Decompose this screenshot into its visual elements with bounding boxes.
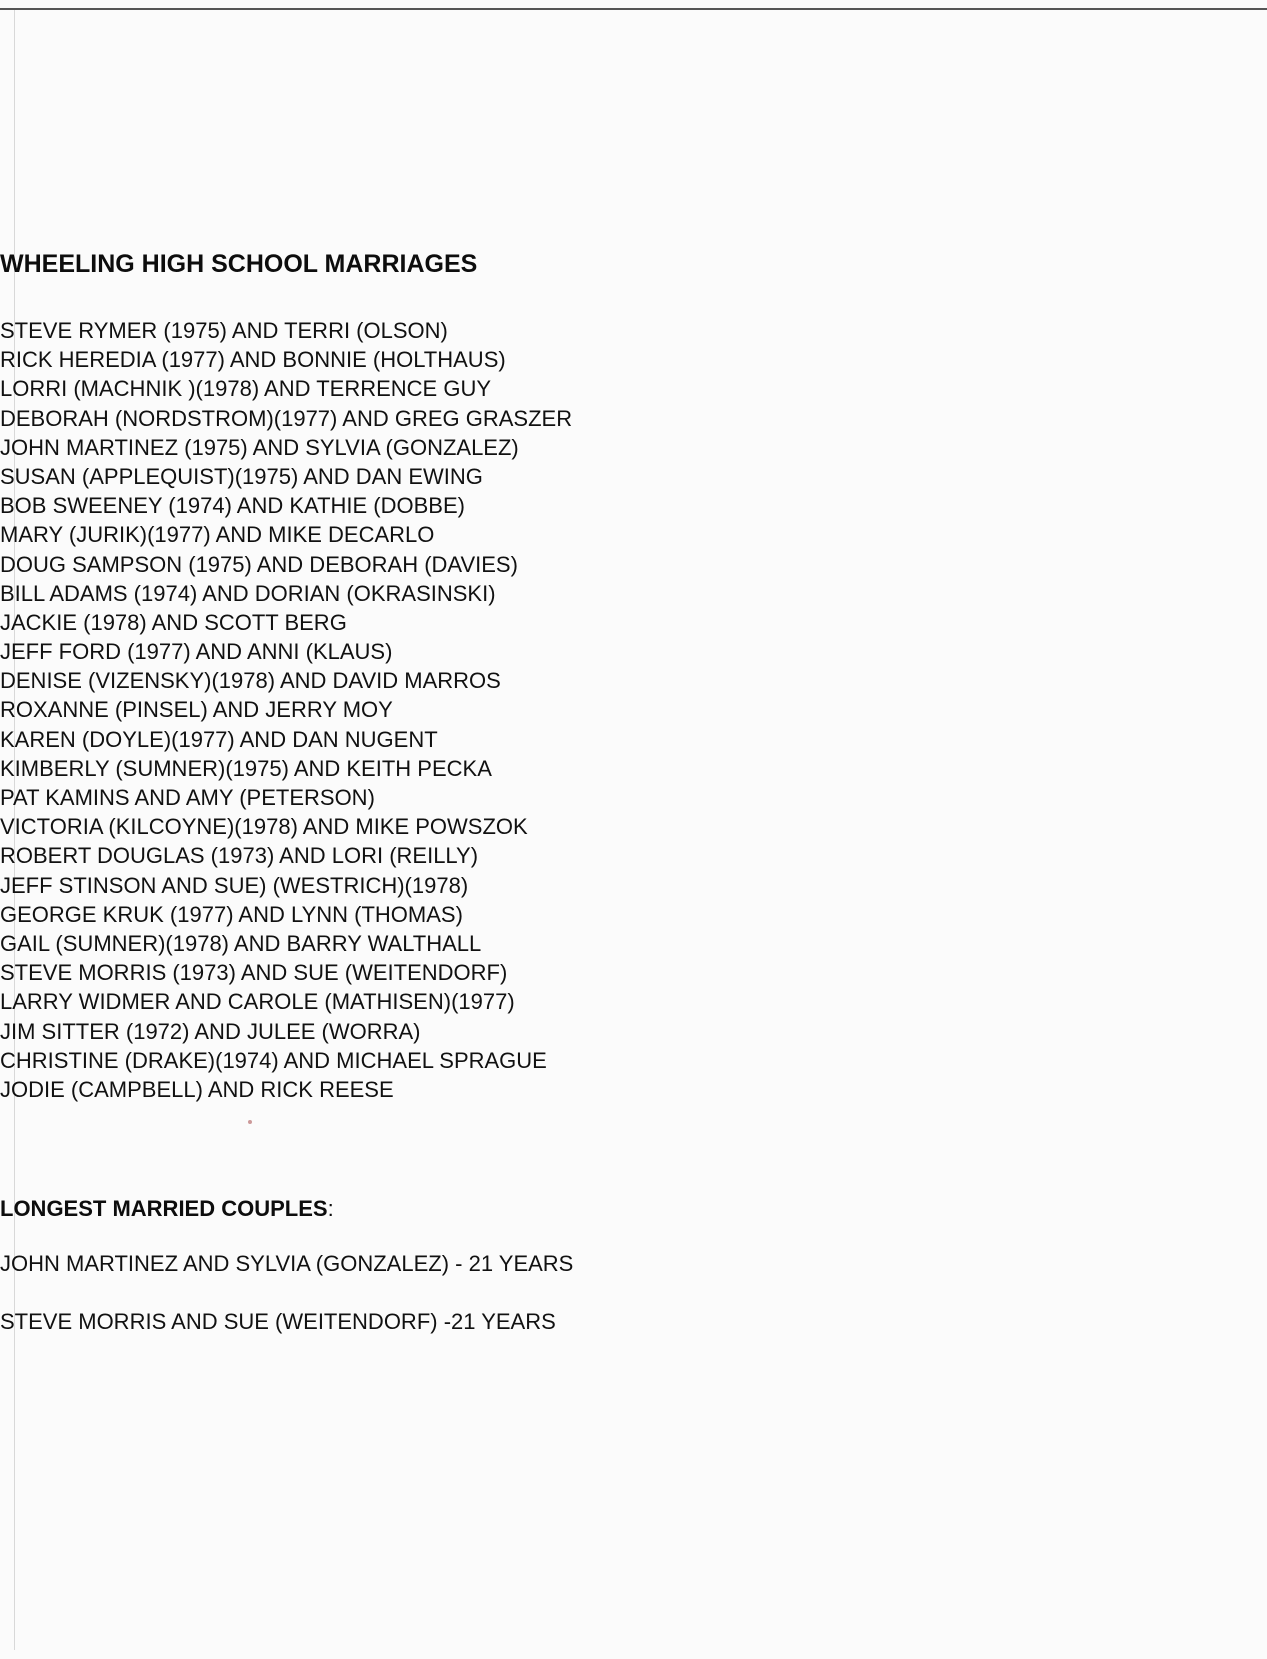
longest-married-heading-text: LONGEST MARRIED COUPLES (0, 1196, 328, 1221)
longest-married-entry: STEVE MORRIS AND SUE (WEITENDORF) -21 YEARS (0, 1309, 556, 1334)
marriage-entry: VICTORIA (KILCOYNE)(1978) AND MIKE POWSZOK (0, 814, 528, 840)
marriage-entry: SUSAN (APPLEQUIST)(1975) AND DAN EWING (0, 463, 483, 489)
marriage-entry: JACKIE (1978) AND SCOTT BERG (0, 609, 347, 635)
marriage-entry: JEFF STINSON AND SUE) (WESTRICH)(1978) (0, 872, 469, 898)
marriage-entry: DOUG SAMPSON (1975) AND DEBORAH (DAVIES) (0, 551, 518, 577)
marriage-entry: JOHN MARTINEZ (1975) AND SYLVIA (GONZALEZ) (0, 434, 519, 460)
marriage-list (0, 316, 1267, 1104)
marriage-entry: STEVE RYMER (1975) AND TERRI (OLSON) (0, 318, 448, 343)
marriage-entry: KAREN (DOYLE)(1977) AND DAN NUGENT (0, 726, 438, 752)
document-title: WHEELING HIGH SCHOOL MARRIAGES (0, 250, 478, 278)
longest-married-entry: JOHN MARTINEZ AND SYLVIA (GONZALEZ) - 21 YEARS (0, 1251, 574, 1276)
marriage-entry: BILL ADAMS (1974) AND DORIAN (OKRASINSKI) (0, 580, 496, 606)
longest-married-heading (0, 1196, 1267, 1222)
marriage-entry: DEBORAH (NORDSTROM)(1977) AND GREG GRASZER (0, 405, 573, 431)
marriage-entry: ROBERT DOUGLAS (1973) AND LORI (REILLY) (0, 843, 479, 869)
marriage-entry: JEFF FORD (1977) AND ANNI (KLAUS) (0, 639, 393, 665)
marriage-entry: JODIE (CAMPBELL) AND RICK REESE (0, 1076, 394, 1102)
marriage-entry: PAT KAMINS AND AMY (PETERSON) (0, 785, 375, 810)
marriage-entry: GAIL (SUMNER)(1978) AND BARRY WALTHALL (0, 930, 482, 956)
marriage-entry: MARY (JURIK)(1977) AND MIKE DECARLO (0, 522, 435, 548)
marriage-entry: JIM SITTER (1972) AND JULEE (WORRA) (0, 1018, 421, 1044)
marriage-entry: ROXANNE (PINSEL) AND JERRY MOY (0, 697, 393, 723)
page-top-edge (0, 8, 1267, 10)
marriage-entry: LARRY WIDMER AND CAROLE (MATHISEN)(1977) (0, 989, 515, 1015)
marriage-entry: KIMBERLY (SUMNER)(1975) AND KEITH PECKA (0, 755, 492, 781)
marriage-entry: DENISE (VIZENSKY)(1978) AND DAVID MARROS (0, 668, 501, 694)
marriage-entry: RICK HEREDIA (1977) AND BONNIE (HOLTHAUS) (0, 347, 506, 373)
marriage-entry: GEORGE KRUK (1977) AND LYNN (THOMAS) (0, 901, 463, 927)
marriage-entry: CHRISTINE (DRAKE)(1974) AND MICHAEL SPRAGUE (0, 1047, 547, 1073)
longest-married-heading-colon: : (327, 1196, 334, 1221)
marriage-entry: BOB SWEENEY (1974) AND KATHIE (DOBBE) (0, 493, 465, 519)
marriage-entry: STEVE MORRIS (1973) AND SUE (WEITENDORF) (0, 960, 508, 986)
paper-speck (248, 1120, 252, 1124)
marriage-entry: LORRI (MACHNIK )(1978) AND TERRENCE GUY (0, 376, 492, 402)
